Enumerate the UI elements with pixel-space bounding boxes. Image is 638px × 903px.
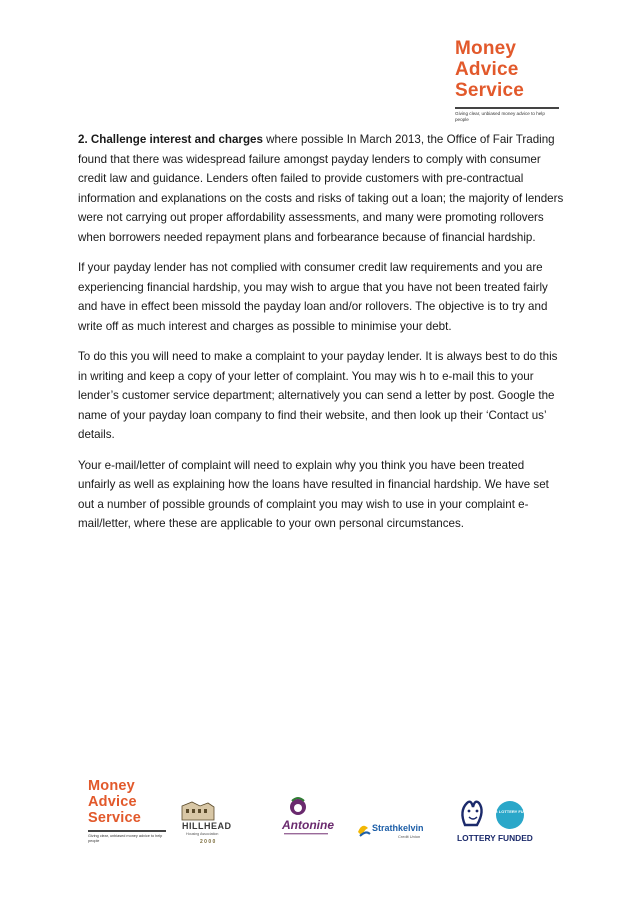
hillhead-housing-logo bbox=[178, 800, 240, 846]
logo-word-advice: Advice bbox=[455, 59, 519, 80]
footer-money-advice-service-logo bbox=[88, 778, 168, 843]
footer-logo-divider bbox=[88, 830, 166, 832]
antonine-name: Antonine bbox=[282, 818, 334, 832]
logo-word-money: Money bbox=[455, 38, 517, 59]
hillhead-sub: Housing Association bbox=[186, 832, 219, 836]
strathkelvin-credit-union-logo bbox=[356, 818, 436, 842]
paragraph-complaint-content: Your e-mail/letter of complaint will need to explain why you think you have been treated unfairly as well as explaining how the loans have resulted in financial hardship. We have set out a number of possible grounds of complaint you may wish to use in your complaint e-mail/letter, where these are applicable to your own personal circumstances. bbox=[78, 458, 549, 530]
hillhead-name: HILLHEAD bbox=[182, 821, 232, 831]
logo-divider bbox=[455, 107, 559, 109]
lottery-funded-logo bbox=[455, 795, 535, 850]
footer-logo-word-advice: Advice bbox=[88, 794, 137, 810]
money-advice-service-logo bbox=[455, 38, 560, 122]
lottery-crossed-fingers-icon bbox=[462, 802, 481, 825]
big-lottery-fund-text: BIG LOTTERY FUND bbox=[490, 809, 530, 814]
big-lottery-fund-icon bbox=[496, 801, 524, 829]
strathkelvin-name: Strathkelvin bbox=[372, 823, 424, 833]
lottery-funded-label: LOTTERY FUNDED bbox=[457, 833, 533, 843]
footer-logo-word-money: Money bbox=[88, 778, 135, 794]
logo-tagline: Giving clear, unbiased money advice to help people bbox=[455, 111, 545, 122]
paragraph-make-complaint: To do this you will need to make a complaint to your payday lender. It is always best to do this in writing and keep a copy of your letter of complaint. You may wis h to e-mail this to your lender’s customer service department; alternatively you can send a letter by post. Google the name of your payday loan company to find their website, and then look up their ‘Contact us’ details. bbox=[78, 350, 558, 441]
logo-word-service: Service bbox=[455, 80, 525, 101]
footer-logo-tagline: Giving clear, unbiased money advice to help people bbox=[88, 834, 163, 843]
paragraph-challenge bbox=[78, 130, 564, 247]
paragraph-heading: 2. Challenge interest and charges bbox=[78, 133, 263, 146]
paragraph-text: where possible In March 2013, the Office of Fair Trading found that there was widespread failure amongst payday lenders to comply with consumer credit law and guidance. Lenders often failed to provide customers with pre-contractual information and explanations on the costs and risks of taking out a loan; the majority of lenders were not carrying out proper affordability assessments, and many were promoting rollovers when borrowers needed repayment plans and forbearance because of financial hardship. bbox=[78, 133, 564, 244]
footer-logo-word-service: Service bbox=[88, 810, 141, 826]
document-body bbox=[78, 130, 564, 545]
partner-logos-footer bbox=[0, 770, 638, 850]
strathkelvin-sub: Credit Union bbox=[398, 834, 421, 839]
paragraph-lender-compliance: If your payday lender has not complied with consumer credit law requirements and you are experiencing financial hardship, you may wish to argue that you have not been treated fairly and have in effect been missold the payday loan and/or rollovers. The objective is to try and write off as much interest and charges as possible to minimise your debt. bbox=[78, 261, 548, 333]
hillhead-year: 2 0 0 0 bbox=[200, 839, 216, 845]
antonine-logo bbox=[276, 795, 336, 845]
